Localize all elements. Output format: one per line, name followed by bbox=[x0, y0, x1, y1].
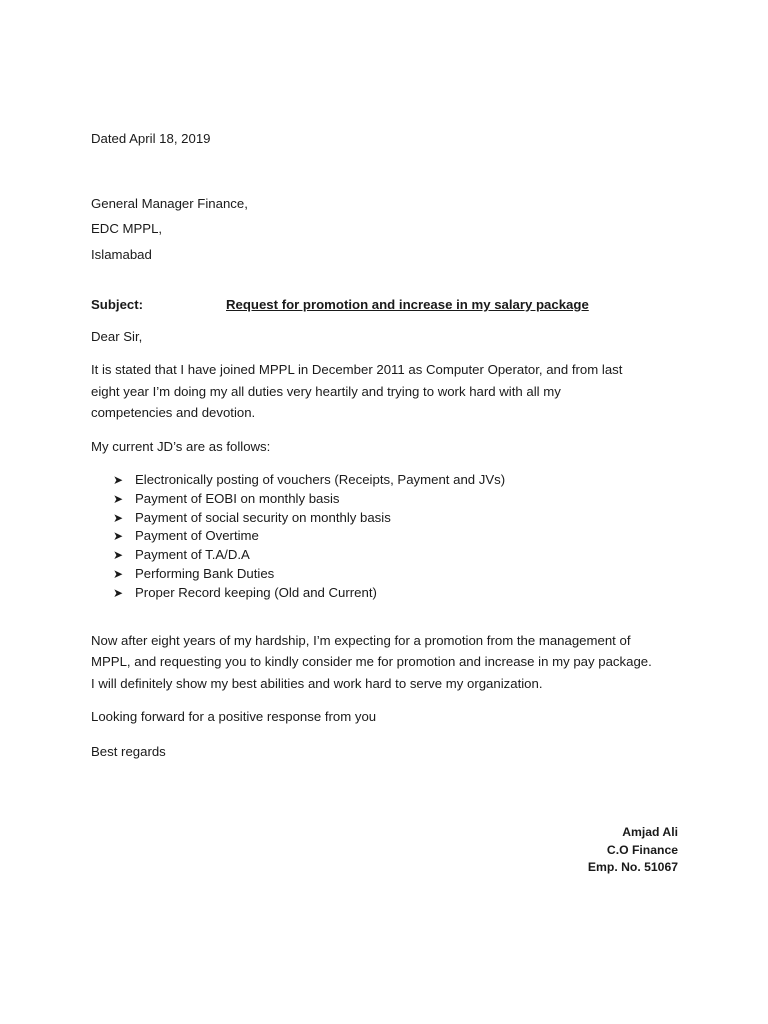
arrowhead-bullet-icon: ➤ bbox=[113, 585, 124, 600]
looking-forward-line: Looking forward for a positive response from you bbox=[91, 709, 377, 725]
list-item-text: Electronically posting of vouchers (Receipts, Payment and JVs) bbox=[135, 472, 506, 487]
salutation: Dear Sir, bbox=[91, 328, 143, 344]
list-item-text: Payment of EOBI on monthly basis bbox=[135, 490, 340, 506]
arrowhead-bullet-icon: ➤ bbox=[113, 529, 124, 544]
list-item-text: Performing Bank Duties bbox=[135, 565, 275, 581]
arrowhead-bullet-icon: ➤ bbox=[113, 510, 124, 525]
subject-row bbox=[91, 294, 691, 316]
paragraph-line: eight year I’m doing my all duties very heartily and trying to work hard with all my bbox=[91, 383, 561, 399]
list-item-text: Payment of T.A/D.A bbox=[135, 547, 250, 563]
subject-text: Request for promotion and increase in my salary package bbox=[226, 297, 589, 312]
recipient-address bbox=[91, 191, 691, 268]
list-item bbox=[113, 509, 691, 528]
arrowhead-bullet-icon: ➤ bbox=[113, 566, 124, 581]
list-item bbox=[113, 471, 691, 490]
list-item bbox=[113, 584, 691, 603]
address-line: EDC MPPL, bbox=[91, 221, 163, 236]
paragraph-line: Now after eight years of my hardship, I’m expecting for a promotion from the management of bbox=[91, 632, 631, 648]
list-item-text: Payment of Overtime bbox=[135, 528, 259, 544]
jd-list bbox=[91, 471, 691, 603]
list-item bbox=[113, 565, 691, 584]
list-item-text: Proper Record keeping (Old and Current) bbox=[135, 584, 377, 600]
signer-name: Amjad Ali bbox=[622, 825, 678, 839]
paragraph-line: competencies and devotion. bbox=[91, 405, 256, 420]
arrowhead-bullet-icon: ➤ bbox=[113, 548, 124, 563]
signature-block bbox=[588, 824, 678, 877]
intro-paragraph bbox=[91, 359, 691, 424]
paragraph-line: MPPL, and requesting you to kindly consider me for promotion and increase in my pay package. bbox=[91, 654, 652, 670]
address-line: Islamabad bbox=[91, 246, 152, 262]
paragraph-line: It is stated that I have joined MPPL in December 2011 as Computer Operator, and from last bbox=[91, 362, 623, 377]
jd-intro: My current JD’s are as follows: bbox=[91, 438, 271, 454]
list-item-text: Payment of social security on monthly basis bbox=[135, 509, 391, 525]
list-item bbox=[113, 490, 691, 509]
arrowhead-bullet-icon: ➤ bbox=[113, 491, 124, 506]
address-line: General Manager Finance, bbox=[91, 195, 248, 211]
subject-label: Subject: bbox=[91, 297, 144, 312]
regards-line: Best regards bbox=[91, 743, 166, 759]
closing-paragraph bbox=[91, 630, 691, 695]
letter-body bbox=[91, 128, 691, 762]
letter-date: Dated April 18, 2019 bbox=[91, 131, 211, 146]
paragraph-line: I will definitely show my best abilities and work hard to serve my organization. bbox=[91, 675, 543, 691]
list-item bbox=[113, 546, 691, 565]
signer-title: C.O Finance bbox=[606, 842, 678, 857]
employee-number: Emp. No. 51067 bbox=[587, 860, 678, 874]
list-item bbox=[113, 527, 691, 546]
arrowhead-bullet-icon: ➤ bbox=[113, 473, 124, 487]
